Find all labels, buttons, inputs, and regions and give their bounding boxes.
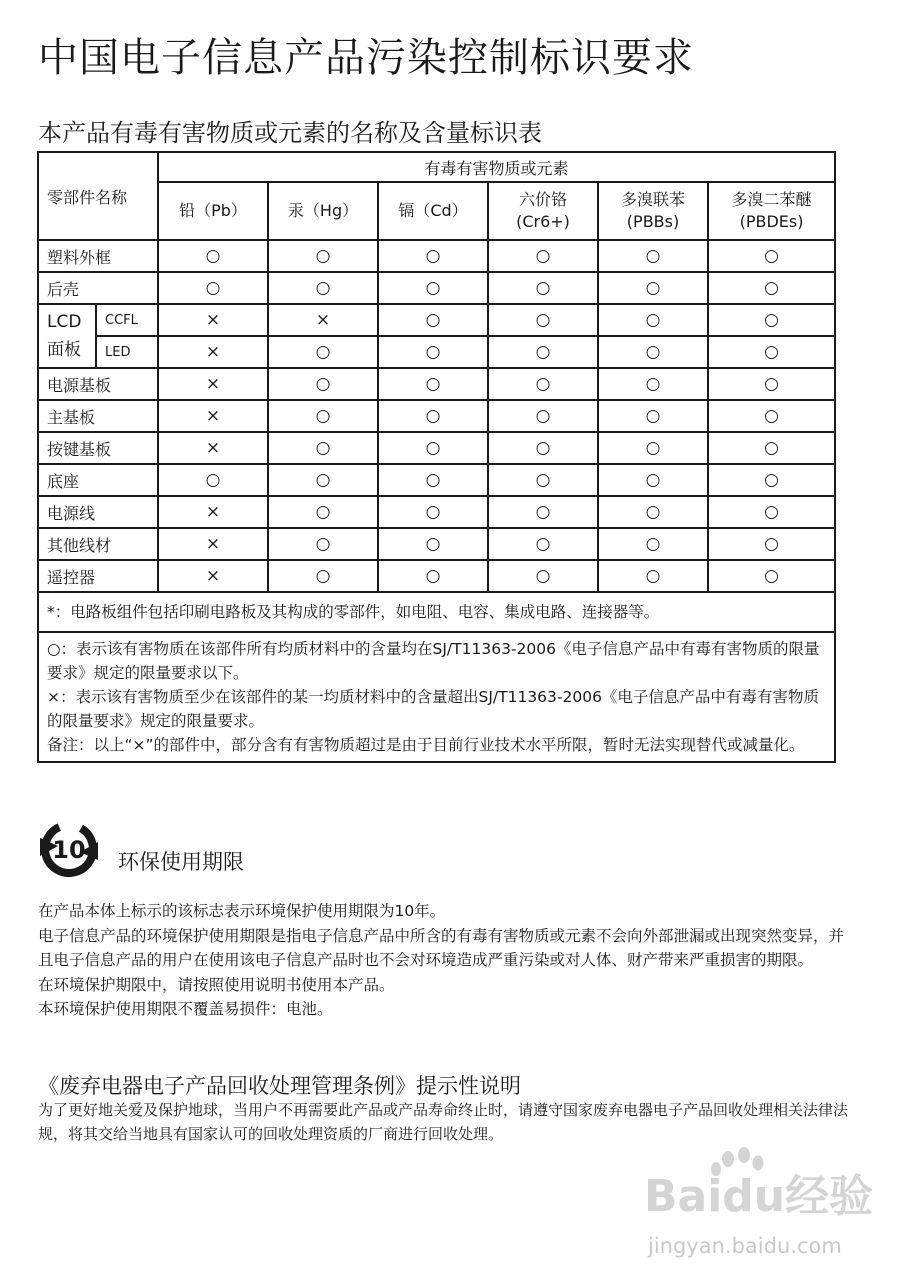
mark-cell: ○ [268, 432, 378, 464]
mark-cell: ○ [378, 432, 488, 464]
mark-cell: × [158, 336, 268, 368]
mark-cell: ○ [708, 464, 835, 496]
mark-cell: ○ [268, 272, 378, 304]
mark-cell: ○ [268, 400, 378, 432]
mark-cell: ○ [378, 368, 488, 400]
mark-cell: ○ [488, 432, 598, 464]
hazardous-substances-table [37, 151, 836, 763]
part-name: 后壳 [38, 272, 158, 304]
mark-cell: ○ [598, 528, 708, 560]
mark-cell: ○ [378, 304, 488, 336]
mark-cell: ○ [708, 272, 835, 304]
table-row [38, 336, 835, 368]
mark-cell: ○ [158, 240, 268, 272]
substance-header-pbbs: 多溴联苯 (PBBs) [598, 182, 708, 240]
mark-cell: ○ [708, 304, 835, 336]
baidu-jingyan-watermark-logo [640, 1145, 880, 1225]
mark-cell: ○ [708, 336, 835, 368]
mark-cell: ○ [488, 400, 598, 432]
mark-cell: ○ [488, 496, 598, 528]
table-row [38, 272, 835, 304]
substance-header-pbdes: 多溴二苯醚 (PBDEs) [708, 182, 835, 240]
mark-cell: ○ [488, 368, 598, 400]
mark-cell: × [158, 432, 268, 464]
part-subname: LED [96, 336, 158, 368]
env-paragraph: 本环境保护使用期限不覆盖易损件：电池。 [38, 1000, 333, 1018]
legend-circle: ○：表示该有害物质在该部件所有均质材料中的含量均在SJ/T11363-2006《电子信息产品中有毒有害物质的限量要求》规定的限量要求以下。 [47, 640, 820, 682]
mark-cell: ○ [598, 240, 708, 272]
env-section-title: 环保使用期限 [118, 850, 244, 874]
table-footnote: *：电路板组件包括印刷电路板及其构成的零部件，如电阻、电容、集成电路、连接器等。 [38, 592, 835, 632]
mark-cell: × [158, 304, 268, 336]
mark-cell: ○ [488, 240, 598, 272]
mark-cell: ○ [708, 400, 835, 432]
legend-remark: 备注：以上“×”的部件中，部分含有有害物质超过是由于目前行业技术水平所限，暂时无法实现替代或减量化。 [47, 736, 805, 754]
env-paragraph: 电子信息产品的环境保护使用期限是指电子信息产品中所含的有毒有害物质或元素不会向外部泄漏或出现突然变异，并且电子信息产品的用户在使用该电子信息产品时也不会对环境造成严重污染或对人体、财产带来严重损害的期限。 [38, 926, 845, 969]
mark-cell: ○ [378, 272, 488, 304]
env-paragraph: 在产品本体上标示的该标志表示环境保护使用期限为10年。 [38, 902, 446, 920]
mark-cell: × [158, 560, 268, 592]
part-name: 按键基板 [38, 432, 158, 464]
mark-cell: ○ [598, 272, 708, 304]
watermark-url: jingyan.baidu.com [648, 1234, 842, 1258]
mark-cell: ○ [488, 304, 598, 336]
page-title: 中国电子信息产品污染控制标识要求 [38, 35, 694, 81]
mark-cell: × [158, 400, 268, 432]
substance-header-pb: 铅（Pb） [158, 182, 268, 240]
mark-cell: ○ [268, 240, 378, 272]
period-number: 10 [52, 836, 86, 864]
mark-cell: ○ [598, 464, 708, 496]
table-row [38, 432, 835, 464]
env-paragraph: 在环境保护期限中，请按照使用说明书使用本产品。 [38, 975, 395, 994]
part-name: 电源线 [38, 496, 158, 528]
weee-section-title: 《废弃电器电子产品回收处理管理条例》提示性说明 [38, 1074, 521, 1098]
part-name: 电源基板 [38, 368, 158, 400]
table-legend [38, 632, 835, 762]
mark-cell: ○ [488, 272, 598, 304]
mark-cell: ○ [488, 528, 598, 560]
environment-protection-period-icon [36, 816, 102, 882]
mark-cell: ○ [268, 560, 378, 592]
mark-cell: × [158, 528, 268, 560]
mark-cell: ○ [378, 464, 488, 496]
mark-cell: ○ [158, 464, 268, 496]
mark-cell: ○ [488, 560, 598, 592]
mark-cell: ○ [488, 336, 598, 368]
part-name: 遥控器 [38, 560, 158, 592]
substance-header-cd: 镉（Cd） [378, 182, 488, 240]
table-row [38, 528, 835, 560]
env-section-body [38, 899, 858, 1022]
mark-cell: × [268, 304, 378, 336]
mark-cell: ○ [268, 528, 378, 560]
mark-cell: ○ [598, 432, 708, 464]
mark-cell: ○ [598, 496, 708, 528]
mark-cell: ○ [378, 400, 488, 432]
mark-cell: ○ [598, 304, 708, 336]
table-row [38, 368, 835, 400]
substance-group-header: 有毒有害物质或元素 [158, 152, 835, 182]
mark-cell: × [158, 368, 268, 400]
mark-cell: ○ [488, 464, 598, 496]
mark-cell: ○ [708, 560, 835, 592]
mark-cell: ○ [708, 528, 835, 560]
table-row [38, 240, 835, 272]
mark-cell: ○ [708, 432, 835, 464]
mark-cell: ○ [598, 400, 708, 432]
watermark-brand: Baidu经验 [644, 1171, 874, 1222]
mark-cell: ○ [158, 272, 268, 304]
substance-header-cr6: 六价铬 (Cr6+) [488, 182, 598, 240]
legend-cross: ×：表示该有害物质至少在该部件的某一均质材料中的含量超出SJ/T11363-2006《电子信息产品中有毒有害物质的限量要求》规定的限量要求。 [47, 688, 819, 730]
mark-cell: ○ [708, 368, 835, 400]
part-group-name: LCD面板 [38, 304, 96, 368]
mark-cell: ○ [378, 240, 488, 272]
weee-section-body: 为了更好地关爱及保护地球，当用户不再需要此产品或产品寿命终止时，请遵守国家废弃电器电子产品回收处理相关法律法规，将其交给当地具有国家认可的回收处理资质的厂商进行回收处理。 [38, 1101, 849, 1143]
part-name: 塑料外框 [38, 240, 158, 272]
mark-cell: ○ [708, 496, 835, 528]
part-name-header: 零部件名称 [38, 152, 158, 240]
mark-cell: ○ [598, 368, 708, 400]
mark-cell: ○ [378, 560, 488, 592]
substance-header-hg: 汞（Hg） [268, 182, 378, 240]
table-title: 本产品有毒有害物质或元素的名称及含量标识表 [38, 119, 542, 147]
part-name: 其他线材 [38, 528, 158, 560]
mark-cell: ○ [598, 560, 708, 592]
mark-cell: ○ [268, 464, 378, 496]
mark-cell: × [158, 496, 268, 528]
mark-cell: ○ [708, 240, 835, 272]
mark-cell: ○ [598, 336, 708, 368]
part-name: 底座 [38, 464, 158, 496]
table-row [38, 464, 835, 496]
mark-cell: ○ [268, 368, 378, 400]
table-row [38, 496, 835, 528]
table-row [38, 560, 835, 592]
mark-cell: ○ [378, 336, 488, 368]
mark-cell: ○ [268, 496, 378, 528]
mark-cell: ○ [378, 496, 488, 528]
mark-cell: ○ [268, 336, 378, 368]
table-row [38, 400, 835, 432]
table-row [38, 304, 835, 336]
part-subname: CCFL [96, 304, 158, 336]
mark-cell: ○ [378, 528, 488, 560]
part-name: 主基板 [38, 400, 158, 432]
